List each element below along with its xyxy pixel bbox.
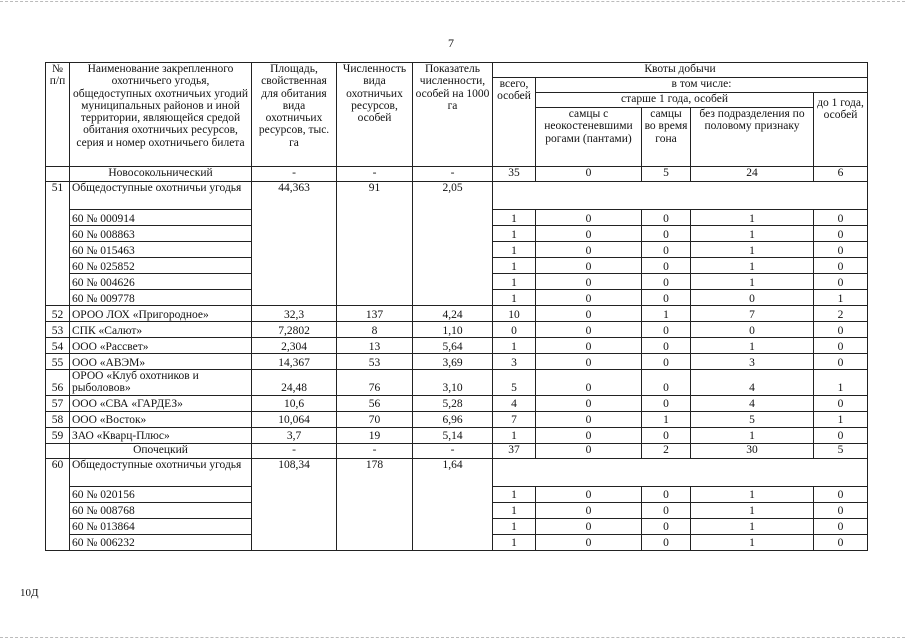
row-name: ООО «СВА «ГАРДЕЗ» <box>70 395 252 411</box>
quota-males-rut: 0 <box>642 210 691 226</box>
footer-code: 10Д <box>20 587 39 599</box>
quota-under-1-year: 0 <box>814 427 868 443</box>
quota-no-sex: 4 <box>691 395 814 411</box>
header-under-1-year: до 1 года, особей <box>814 93 868 167</box>
quota-males-antlers: 0 <box>536 306 642 322</box>
quota-no-sex: 1 <box>691 486 814 502</box>
ticket-number: 60 № 000914 <box>70 210 252 226</box>
row-name: Общедоступные охотничьи угодья <box>70 458 252 486</box>
quota-blank-cell <box>493 458 868 486</box>
quota-no-sex: 30 <box>691 443 814 458</box>
quota-males-rut: 5 <box>642 167 691 182</box>
ticket-number: 60 № 025852 <box>70 258 252 274</box>
quota-under-1-year: 0 <box>814 502 868 518</box>
quota-males-antlers: 0 <box>536 518 642 534</box>
header-males-rut: самцы во время гона <box>642 108 691 167</box>
quota-no-sex: 1 <box>691 242 814 258</box>
quota-males-rut: 0 <box>642 290 691 306</box>
quota-males-antlers: 0 <box>536 322 642 338</box>
quota-males-rut: 1 <box>642 306 691 322</box>
row-count: 178 <box>337 458 413 550</box>
ticket-number: 60 № 015463 <box>70 242 252 258</box>
table-row <box>46 458 868 486</box>
quota-males-rut: 0 <box>642 242 691 258</box>
header-density: Показатель численности, особей на 1000 га <box>413 63 493 167</box>
quota-males-rut: 2 <box>642 443 691 458</box>
quota-males-antlers: 0 <box>536 370 642 396</box>
ticket-number: 60 № 006232 <box>70 534 252 550</box>
quota-total: 1 <box>493 274 536 290</box>
row-density: 5,64 <box>413 338 493 354</box>
quota-under-1-year: 2 <box>814 306 868 322</box>
row-count: 56 <box>337 395 413 411</box>
row-name: Общедоступные охотничьи угодья <box>70 182 252 210</box>
quota-males-rut: 0 <box>642 486 691 502</box>
quota-total: 37 <box>493 443 536 458</box>
quota-total: 1 <box>493 338 536 354</box>
row-density: 1,64 <box>413 458 493 550</box>
row-area: 14,367 <box>252 354 337 370</box>
quota-males-antlers: 0 <box>536 354 642 370</box>
quota-males-antlers: 0 <box>536 290 642 306</box>
quota-under-1-year: 1 <box>814 411 868 427</box>
quota-males-rut: 0 <box>642 322 691 338</box>
row-area: 44,363 <box>252 182 337 306</box>
table-header <box>46 63 868 167</box>
row-num: 53 <box>46 322 70 338</box>
quota-no-sex: 1 <box>691 258 814 274</box>
quota-no-sex: 1 <box>691 210 814 226</box>
row-density: 4,24 <box>413 306 493 322</box>
quota-no-sex: 24 <box>691 167 814 182</box>
row-density: 6,96 <box>413 411 493 427</box>
quota-males-antlers: 0 <box>536 210 642 226</box>
row-num: 52 <box>46 306 70 322</box>
quota-total: 10 <box>493 306 536 322</box>
row-area: 10,6 <box>252 395 337 411</box>
row-count: 137 <box>337 306 413 322</box>
quota-males-rut: 0 <box>642 427 691 443</box>
header-no-sex-division: без подразделения по половому признаку <box>691 108 814 167</box>
quota-males-antlers: 0 <box>536 443 642 458</box>
row-area: 24,48 <box>252 370 337 396</box>
quota-total: 1 <box>493 226 536 242</box>
row-name: ООО «АВЭМ» <box>70 354 252 370</box>
ticket-number: 60 № 008863 <box>70 226 252 242</box>
row-density: 5,14 <box>413 427 493 443</box>
row-num: 56 <box>46 370 70 396</box>
header-num: № п/п <box>46 63 70 167</box>
district-name: Новосокольнический <box>70 167 252 182</box>
quota-males-rut: 0 <box>642 274 691 290</box>
quota-under-1-year: 0 <box>814 242 868 258</box>
district-count: - <box>337 443 413 458</box>
row-num: 51 <box>46 182 70 306</box>
row-name: ООО «Рассвет» <box>70 338 252 354</box>
quota-males-rut: 0 <box>642 370 691 396</box>
header-over-1-year: старше 1 года, особей <box>536 93 814 108</box>
quota-total: 4 <box>493 395 536 411</box>
quota-males-rut: 0 <box>642 502 691 518</box>
row-name: ОРОО «Клуб охотников и рыболовов» <box>70 370 252 396</box>
row-name: ЗАО «Кварц-Плюс» <box>70 427 252 443</box>
row-name: СПК «Салют» <box>70 322 252 338</box>
quota-no-sex: 1 <box>691 518 814 534</box>
row-count: 76 <box>337 370 413 396</box>
header-area: Площадь, свойственная для обитания вида охотничьих ресурсов, тыс. га <box>252 63 337 167</box>
quota-total: 3 <box>493 354 536 370</box>
ticket-number: 60 № 020156 <box>70 486 252 502</box>
quota-males-antlers: 0 <box>536 167 642 182</box>
district-count: - <box>337 167 413 182</box>
table-row <box>46 182 868 210</box>
district-density: - <box>413 443 493 458</box>
district-area: - <box>252 443 337 458</box>
quota-males-rut: 0 <box>642 226 691 242</box>
quota-males-antlers: 0 <box>536 502 642 518</box>
quota-under-1-year: 5 <box>814 443 868 458</box>
row-count: 91 <box>337 182 413 306</box>
quota-no-sex: 5 <box>691 411 814 427</box>
table-row <box>46 354 868 370</box>
district-row <box>46 443 868 458</box>
row-count: 53 <box>337 354 413 370</box>
row-num: 60 <box>46 458 70 550</box>
header-quota: Квоты добычи <box>493 63 868 78</box>
row-count: 8 <box>337 322 413 338</box>
district-name: Опочецкий <box>70 443 252 458</box>
quota-blank-cell <box>493 182 868 210</box>
quota-no-sex: 0 <box>691 322 814 338</box>
header-count: Численность вида охотничьих ресурсов, особей <box>337 63 413 167</box>
header-including: в том числе: <box>536 78 868 93</box>
quota-males-antlers: 0 <box>536 427 642 443</box>
quota-males-antlers: 0 <box>536 274 642 290</box>
quota-under-1-year: 0 <box>814 486 868 502</box>
row-density: 3,69 <box>413 354 493 370</box>
row-area: 10,064 <box>252 411 337 427</box>
header-total: всего, особей <box>493 78 536 167</box>
quota-under-1-year: 0 <box>814 354 868 370</box>
quota-under-1-year: 0 <box>814 322 868 338</box>
row-name: ООО «Восток» <box>70 411 252 427</box>
quota-males-rut: 0 <box>642 354 691 370</box>
quota-males-antlers: 0 <box>536 486 642 502</box>
quota-males-antlers: 0 <box>536 242 642 258</box>
table-row <box>46 370 868 396</box>
table-row <box>46 306 868 322</box>
quota-no-sex: 3 <box>691 354 814 370</box>
quota-total: 1 <box>493 290 536 306</box>
quota-under-1-year: 0 <box>814 258 868 274</box>
district-area: - <box>252 167 337 182</box>
scan-edge-bottom <box>0 637 905 638</box>
quota-total: 1 <box>493 534 536 550</box>
scan-edge-top <box>0 1 905 2</box>
quota-total: 1 <box>493 427 536 443</box>
page-number: 7 <box>448 36 454 50</box>
row-area: 32,3 <box>252 306 337 322</box>
row-num: 58 <box>46 411 70 427</box>
quota-males-antlers: 0 <box>536 534 642 550</box>
quota-under-1-year: 0 <box>814 395 868 411</box>
quota-under-1-year: 6 <box>814 167 868 182</box>
header-males-antlers: самцы с неокостеневшими рогами (пантами) <box>536 108 642 167</box>
quota-total: 7 <box>493 411 536 427</box>
row-density: 3,10 <box>413 370 493 396</box>
quota-males-antlers: 0 <box>536 226 642 242</box>
row-num: 54 <box>46 338 70 354</box>
row-count: 70 <box>337 411 413 427</box>
quota-males-antlers: 0 <box>536 395 642 411</box>
quota-no-sex: 0 <box>691 290 814 306</box>
row-num: 59 <box>46 427 70 443</box>
quota-total: 1 <box>493 502 536 518</box>
table-row <box>46 338 868 354</box>
table-row <box>46 395 868 411</box>
quota-total: 1 <box>493 210 536 226</box>
quota-no-sex: 1 <box>691 427 814 443</box>
district-num-cell <box>46 167 70 182</box>
quota-no-sex: 1 <box>691 502 814 518</box>
row-density: 5,28 <box>413 395 493 411</box>
quota-under-1-year: 1 <box>814 290 868 306</box>
row-area: 2,304 <box>252 338 337 354</box>
quota-under-1-year: 0 <box>814 226 868 242</box>
quota-males-antlers: 0 <box>536 258 642 274</box>
ticket-number: 60 № 004626 <box>70 274 252 290</box>
quota-total: 5 <box>493 370 536 396</box>
ticket-number: 60 № 009778 <box>70 290 252 306</box>
table-row <box>46 322 868 338</box>
row-count: 19 <box>337 427 413 443</box>
quota-under-1-year: 0 <box>814 338 868 354</box>
row-name: ОРОО ЛОХ «Пригородное» <box>70 306 252 322</box>
table-body <box>46 167 868 551</box>
row-density: 2,05 <box>413 182 493 306</box>
quota-total: 1 <box>493 258 536 274</box>
quota-no-sex: 1 <box>691 274 814 290</box>
quota-under-1-year: 0 <box>814 534 868 550</box>
quota-males-rut: 0 <box>642 534 691 550</box>
quota-males-rut: 1 <box>642 411 691 427</box>
quota-males-rut: 0 <box>642 338 691 354</box>
quota-no-sex: 1 <box>691 338 814 354</box>
quota-under-1-year: 0 <box>814 518 868 534</box>
district-row <box>46 167 868 182</box>
quota-males-rut: 0 <box>642 518 691 534</box>
quota-total: 35 <box>493 167 536 182</box>
quota-under-1-year: 1 <box>814 370 868 396</box>
district-num-cell <box>46 443 70 458</box>
ticket-number: 60 № 013864 <box>70 518 252 534</box>
quota-under-1-year: 0 <box>814 210 868 226</box>
quota-total: 1 <box>493 518 536 534</box>
row-count: 13 <box>337 338 413 354</box>
header-name: Наименование закрепленного охотничьего угодья, общедоступных охотничьих угодий муниципальных районов и иной территории, являющейся средой обитания охотничьих ресурсов, серия и номер охотничьего билета <box>70 63 252 167</box>
quota-males-antlers: 0 <box>536 338 642 354</box>
district-density: - <box>413 167 493 182</box>
table-row <box>46 411 868 427</box>
quota-total: 1 <box>493 242 536 258</box>
quota-no-sex: 7 <box>691 306 814 322</box>
quota-males-antlers: 0 <box>536 411 642 427</box>
row-area: 108,34 <box>252 458 337 550</box>
row-num: 55 <box>46 354 70 370</box>
quota-no-sex: 1 <box>691 226 814 242</box>
row-num: 57 <box>46 395 70 411</box>
row-area: 7,2802 <box>252 322 337 338</box>
table-row <box>46 427 868 443</box>
ticket-number: 60 № 008768 <box>70 502 252 518</box>
hunting-quota-table <box>45 62 868 551</box>
quota-no-sex: 1 <box>691 534 814 550</box>
quota-total: 1 <box>493 486 536 502</box>
quota-total: 0 <box>493 322 536 338</box>
quota-males-rut: 0 <box>642 258 691 274</box>
row-density: 1,10 <box>413 322 493 338</box>
row-area: 3,7 <box>252 427 337 443</box>
quota-males-rut: 0 <box>642 395 691 411</box>
quota-no-sex: 4 <box>691 370 814 396</box>
quota-under-1-year: 0 <box>814 274 868 290</box>
